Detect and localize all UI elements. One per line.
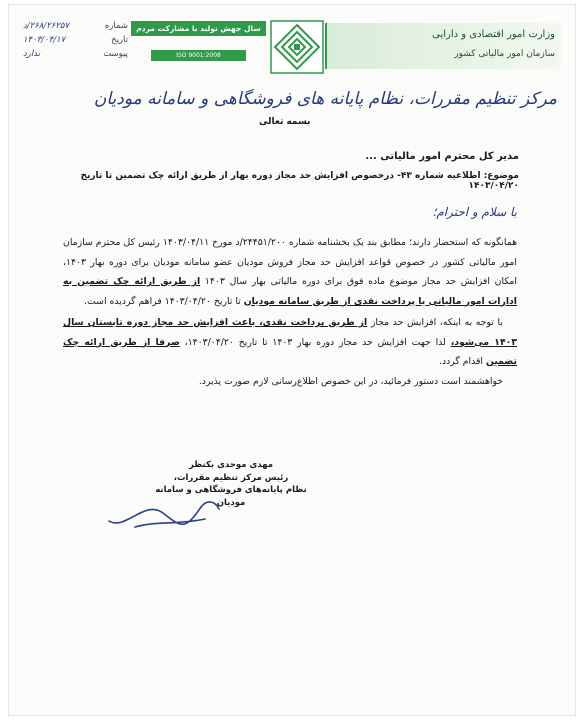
p2-bold-1: از طریق پرداخت نقدی، باعث افزایش حد مجاز دوره تابستان سال ۱۴۰۳ می‌شود، — [63, 317, 517, 348]
tax-organization-logo-icon — [269, 19, 325, 75]
p1-text-a: همانگونه که استحضار دارند؛ مطابق بند یک بخشنامه شماره ۲۴۴۵۱/۲۰۰/د مورخ ۱۴۰۳/۰۴/۱۱ رئیس کل محترم سازمان امور مالیاتی کشور در خصوص قواعد افزایش حد مجاز فروش مودیان عضو سامانه مودیان برای دوره بهار ۱۴۰۳، امکان افزایش حد مجاز موضوع ماده فوق برای دوره مالیاتی بهار سال ۱۴۰۳ — [63, 237, 517, 287]
meta-attachment-label: پیوست — [103, 49, 128, 59]
letter-body — [63, 233, 517, 391]
p2-text-a: با توجه به اینکه، افزایش حد مجاز — [370, 317, 503, 328]
signer-title-1: رئیس مرکز تنظیم مقررات، — [173, 472, 289, 483]
iso-badge: ISO 9001:2008 — [151, 50, 246, 61]
signer-name: مهدی موحدی بکنظر — [188, 460, 274, 470]
meta-date-value: ۱۴۰۳/۰۴/۱۷ — [23, 35, 66, 45]
p2-text-c: اقدام گردد. — [438, 356, 483, 367]
meta-number-value: ۲۶۸/۲۶۲۵۷/د — [23, 21, 70, 31]
bismillah: بسمه تعالی — [259, 117, 311, 127]
p1-text-c: تا تاریخ ۱۴۰۳/۰۴/۲۰ فراهم گردیده است. — [84, 295, 241, 307]
meta-attachment-value: ندارد — [23, 49, 41, 59]
slogan-box — [131, 21, 266, 65]
year-slogan: سال جهش تولید با مشارکت مردم — [131, 21, 266, 36]
center-name: مرکز تنظیم مقررات، نظام پایانه های فروشگاهی و سامانه مودیان — [93, 89, 557, 109]
recipient: مدیر کل محترم امور مالیاتی ... — [365, 151, 519, 162]
organization-name: سازمان امور مالیاتی کشور — [454, 49, 555, 59]
signer-title-2: نظام پایانه‌های فروشگاهی و سامانه مودیان — [155, 485, 307, 508]
p2-text-b: لذا جهت افزایش حد مجاز دوره بهار ۱۴۰۳ تا تاریخ ۱۴۰۳/۰۴/۲۰، — [184, 336, 446, 348]
p1-bold: از طریق ارائه چک تضمین به ادارات امور مالیاتی یا پرداخت نقدی از طریق سامانه مودیان — [63, 276, 517, 307]
meta-date-label: تاریخ — [111, 35, 128, 45]
ministry-name: وزارت امور اقتصادی و دارایی — [432, 29, 555, 40]
greeting: با سلام و احترام؛ — [432, 205, 517, 219]
meta-attachment — [23, 47, 128, 61]
ministry-band — [325, 23, 561, 69]
letterhead — [23, 19, 561, 83]
letter-meta — [23, 19, 128, 61]
subject-line: موضوع: اطلاعیه شماره ۴۳- درخصوص افزایش حد مجاز دوره بهار از طریق ارائه چک تضمین تا تاریخ ۱۴۰۳/۰۴/۲۰ — [80, 171, 519, 191]
meta-number-label: شماره — [104, 21, 128, 31]
p2-bold-2: صرفا از طریق ارائه چک تضمین — [63, 336, 517, 367]
meta-date — [23, 33, 128, 47]
letter-page — [8, 4, 576, 716]
handwritten-signature-icon — [105, 491, 225, 537]
paragraph-3: خواهشمند است دستور فرمائید، در این خصوص اطلاع‌رسانی لازم صورت پذیرد. — [198, 375, 503, 387]
meta-number — [23, 19, 128, 33]
paragraph-1 — [63, 233, 517, 311]
paragraph-2 — [63, 313, 517, 372]
